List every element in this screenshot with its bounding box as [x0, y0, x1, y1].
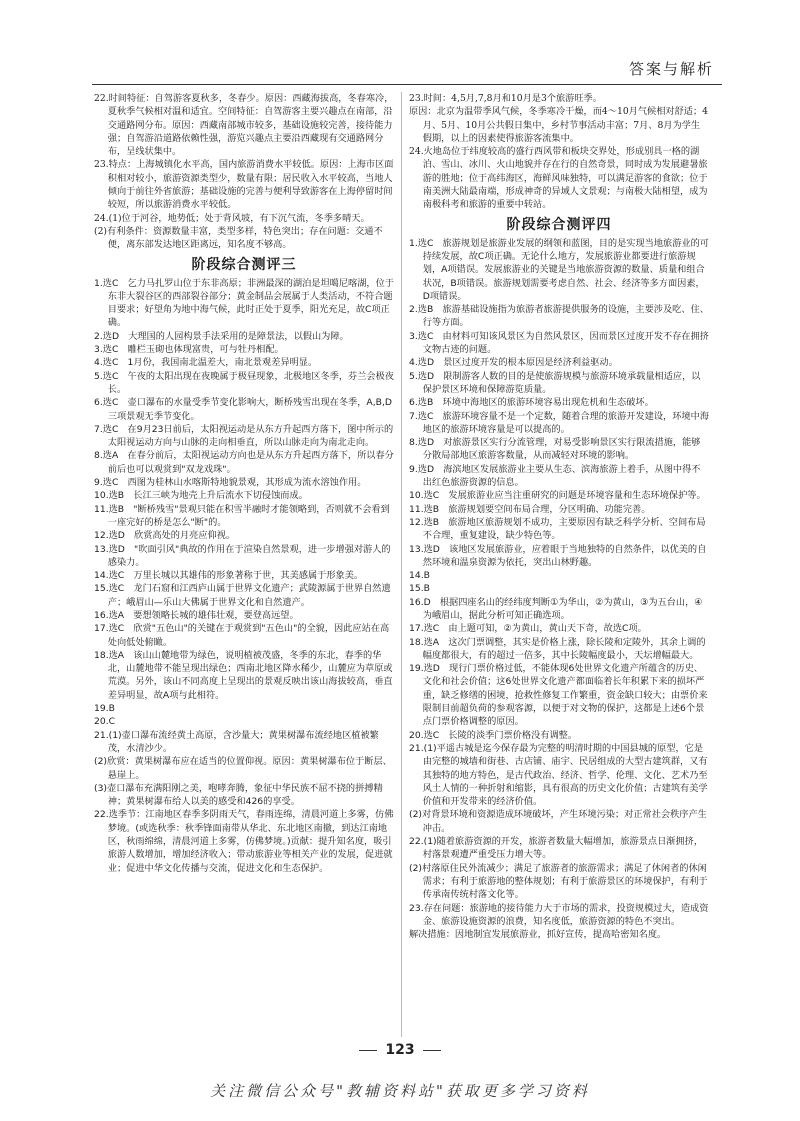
answer-item: 20.选C 长陵的淡季门票价格没有调整。 — [409, 729, 578, 741]
answer-item: 9.选C 西图为桂林山水喀斯特地貌景观，其形成为流水溶蚀作用。 — [94, 477, 367, 489]
answer-item: 19.选D 现行门票价格过低，不能体现6处世界文化遗产所蕴含的历史、文化和社会价值；这6处世界文化遗产都面临着长年积累下来的损坏严重，缺乏修缮的困境，抢救性修复工作繁重，资金缺口较大；由票价来限制目前超负荷的参观客源，以便于对文物的保护，这都是上述6个景点门票价格调整的原因。 — [409, 663, 708, 728]
answer-item: 22.选季节：江南地区春季多阴雨天气，春雨连绵，清晨河道上多雾，仿佛梦境。(或选秋季：秋季锋面南带从华北、东北地区南撤，到达江南地区，秋雨绵绵，清晨河道上多雾，仿佛梦境。)贡献：提升知名度，吸引旅游人数增加，增加经济收入；带动旅游业等相关产业的发展，促进就业；促进中华文化传播与交流，促进文化和生态保护。 — [94, 809, 394, 874]
answer-item: 6.选B 环境中海地区的旅游环境容易出现危机和生态破坏。 — [409, 397, 654, 409]
answer-item: 15.选C 龙门石窟和江西庐山属于世界文化遗产；武陵源属于世界自然遗产；峨眉山—乐山大佛属于世界文化和自然遗产。 — [94, 583, 391, 608]
answer-item: 21.(1)壶口瀑布流经黄土高原，含沙量大；黄果树瀑布流经地区植被繁茂，水清沙少。 — [94, 729, 379, 754]
answer-item: 14.B — [409, 570, 430, 582]
answer-item: 9.选D 海滨地区发展旅游业主要从生态、滨海旅游上着手，从图中得不出红色旅游资源的信息。 — [409, 463, 701, 489]
right-column — [409, 92, 709, 1037]
answer-item: 12.选D 欣赏高处的月亮应仰视。 — [94, 530, 236, 542]
answer-item: (2)村落原住民外流减少；满足了旅游者的旅游需求；满足了休闲者的休闲需求；有利于旅游地的整体规划；有利于旅游景区的环境保护，有利于传承南传统村落文化等。 — [409, 862, 708, 901]
answer-item: 23.时间：4,5月,7,8月和10月是3个旅游旺季。 — [409, 93, 602, 104]
answer-item: 18.选A 这次门票调整，其实是价格上涨，除长陵和定陵外，其余上调的幅度都很大，有的超过一倍多，其中长陵幅度最小，天坛增幅最大。 — [409, 636, 706, 661]
section-title-three: 阶段综合测评三 — [191, 256, 297, 273]
answer-item: (2)有利条件：资源数量丰富，类型多样，特色突出；存在问题：交通不便，离东部发达地区距离远，知名度不够高。 — [94, 225, 383, 251]
answer-item: 18.选A 该山山麓地带为绿色，说明植被茂盛，冬季的东北，春季的华北，山麓地带不能呈现出绿色；西南北地区降水稀少，山麓应为草原或荒漠。另外，该山不同高度上呈现出的景观反映出该山海拔较高，垂直差异明显，故A项与此相符。 — [94, 649, 393, 701]
answer-item: 14.选C 万里长城以其雄伟的形象著称于世，其美感属于形象美。 — [94, 570, 364, 582]
answer-item: 8.选A 在春分前后，太阳视运动方向也是从东方升起西方落下，所以春分前后也可以观赏到"双龙戏珠"。 — [94, 450, 394, 475]
right-top-items — [409, 92, 709, 212]
answer-item: 24.火地岛位于纬度较高的盛行西风带和板块交界处，形成别具一格的湖泊、雪山、冰川、火山地貌并存在行的自然奇景，同时成为发展避暑旅游的胜地；位于高纬海区，海鲜风味独特，可以满足游客的食欲；位于南美洲大陆最南端，形成神奇的异域人文景观；与南极大陆相望，成为南极科考和旅游的重要中转站。 — [409, 146, 708, 211]
answer-item: 7.选C 旅游环境容量不是一个定数，随着合理的旅游开发建设，环境中海地区的旅游环境容量是可以提高的。 — [409, 410, 709, 435]
answer-item: 15.B — [409, 583, 430, 595]
header-rule — [92, 84, 722, 85]
footer-note: 关注微信公众号"教辅资料站"获取更多学习资料 — [210, 1082, 590, 1100]
left-top-items — [94, 92, 394, 252]
section-title-four: 阶段综合测评四 — [506, 216, 612, 233]
page-number-text: 123 — [385, 1042, 415, 1058]
page-number — [0, 1042, 800, 1058]
answer-item: 24.(1)位于河谷，地势低；处于背风坡，有下沉气流，冬季多晴天。 — [94, 212, 370, 224]
section-four-items — [409, 237, 709, 942]
answer-item: 17.选C 欣赏"五色山"的关键在于观赏到"五色山"的全貌，因此应站在高处向低处俯瞰。 — [94, 623, 390, 648]
answer-item: 3.选C 雕栏玉砌也体现富贵，可与牡丹相配。 — [94, 344, 284, 356]
page-header — [0, 0, 800, 86]
page-number-dash-right — [423, 1050, 441, 1051]
answer-item: 17.选C 由上题可知，②为黄山，黄山天下奇，故选C项。 — [409, 623, 647, 635]
answer-item: 11.选B 旅游规划要空间布局合理，分区明确、功能完善。 — [409, 503, 651, 515]
answer-item: 16.D 根据四座名山的经纬度判断①为华山，②为黄山，③为五台山，④为峨眉山，据此分析可知正确选项。 — [409, 596, 703, 621]
answer-item: 1.选C 旅游规划是旅游业发展的纲领和蓝图，目的是实现当地旅游业的可持续发展，故C项正确。无论什么地方，发展旅游业都要进行旅游规划，A项错误。发展旅游业的关键是当地旅游资源的数量、质量和组合状况，B项错误。旅游规划需要考虑自然、社会、经济等多方面因素，D项错误。 — [409, 237, 709, 302]
answer-item: 13.选D 该地区发展旅游业，应着眼于当地独特的自然条件，以优美的自然环境和温泉资源为依托，突出山林野趣。 — [409, 543, 707, 568]
answer-item: 21.(1)平遥古城是迄今保存最为完整的明清时期的中国县城的原型，它是由完整的城墙和街巷、古店铺、庙宇、民居组成的大型古建筑群，又有其独特的地方特色，是古代政治、经济、哲学、伦理、文化、艺术乃至风土人情的一种折射和缩影，具有很高的历史文化价值；古建筑有美学价值和开发带来的经济价值。 — [409, 742, 708, 808]
answer-item: 22.时间特征：自驾游客夏秋多，冬春少。原因：西藏海拔高，冬春寒冷，夏秋季气候相对温和适宜。空间特征：自驾游客主要兴趣点在南部，沿交通路网分布。原因：西藏南部城市较多，基础设施较完善，接待能力强；自驾游沿道路依赖性强，游览兴趣点主要沿西藏现有交通路网分布，呈线状集中。 — [94, 93, 394, 158]
answer-item: 7.选C 在9月23日前后，太阳视运动是从东方升起西方落下，图中所示的太阳视运动方向与山脉的走向相垂直，所以山脉走向为南北走向。 — [94, 423, 394, 449]
answer-item: 1.选C 乞力马扎罗山位于东非高原；非洲最深的湖泊是坦噶尼喀湖，位于东非大裂谷区的西部裂谷部分；黄金制品会展属于人类活动，不符合题目要求；好望角为地中海气候，此时正处于夏季，阳光充足，故C项正确。 — [94, 277, 394, 329]
answer-item: 2.选B 旅游基础设施指为旅游者旅游提供服务的设施，主要涉及吃、住、行等方面。 — [409, 304, 709, 329]
answer-item: 4.选D 景区过度开发的根本原因是经济利益驱动。 — [409, 357, 618, 369]
answer-item: 4.选C 1月份，我国南北温差大，南北景观差异明显。 — [94, 357, 318, 369]
answer-item: 10.选B 长江三峡为地壳上升后流水下切侵蚀而成。 — [94, 490, 308, 502]
left-column — [94, 92, 394, 1037]
answer-item: 3.选C 由材料可知该风景区为自然风景区，因而景区过度开发不存在拥挤文物古迹的问题。 — [409, 330, 709, 356]
answer-item: 23.特点：上海城镇化水平高，国内旅游消费水平较低。原因：上海市区面积相对较小，旅游资源类型少，数量有限；居民收入水平较高，当地人倾向于前往外省旅游；基础设施的完善与便利导致游客在上海停留时间较短，所以旅游消费水平较低。 — [94, 159, 394, 211]
answer-item: 原因：北京为温带季风气候，冬季寒冷干燥，而4～10月气候相对舒适；4月、5月、10月公共假日集中，乡村节事活动丰富；7月、8月为学生假期，以上的因素使得旅游客流集中。 — [409, 106, 709, 144]
answer-item: 11.选B "断桥残雪"景观只能在积雪半融时才能领略到，否则就不会看到一座完好的桥是怎么"断"的。 — [94, 503, 390, 528]
answer-item: 12.选B 旅游地区旅游规划不成功，主要原因有缺乏科学分析、空间布局不合理，重复建设，缺少特色等。 — [409, 516, 706, 542]
answer-item: 解决措施：因地制宜发展旅游业，抓好宣传，提高哈密知名度。 — [409, 929, 667, 941]
header-title: 答案与解析 — [628, 60, 714, 78]
answer-item: 16.选A 要想领略长城的雄伟壮观，要登高远望。 — [94, 609, 299, 621]
answer-item: 5.选D 限制游客人数的目的是使旅游规模与旅游环境承载量相适应，以保护景区环境和保障游览质量。 — [409, 370, 701, 395]
answer-item: (3)壶口瀑布充满阳刚之美，咆哮奔腾，象征中华民族不屈不挠的拼搏精神；黄果树瀑布给人以美的感受和426的享受。 — [94, 782, 383, 808]
page-number-dash-left — [359, 1050, 377, 1051]
answer-item: 2.选D 大理国的人园构景手法采用的是障景法，以假山为障。 — [94, 330, 349, 342]
answer-item: 5.选C 午夜的太阳出现在夜晚属于极昼现象，北极地区冬季，芬兰会极夜长。 — [94, 370, 394, 395]
answer-item: (2)对背景环境和资源造成环境破坏，产生环境污染；对正常社会秩序产生冲击。 — [409, 809, 707, 834]
answer-item: (2)欣赏：黄果树瀑布应在适当的位置仰视。原因：黄果树瀑布位于断层、悬崖上。 — [94, 756, 392, 781]
answer-item: 20.C — [94, 716, 116, 728]
answer-item: 6.选C 壶口瀑布的水量受季节变化影响大，断桥残雪出现在冬季，A,B,D三项景观无季节变化。 — [94, 397, 392, 422]
answer-item: 19.B — [94, 703, 115, 715]
answer-item: 22.(1)随着旅游资源的开发，旅游者数量大幅增加，旅游景点日渐拥挤，村落景观遭严重受压力增大等。 — [409, 836, 704, 861]
section-three-items — [94, 277, 394, 875]
answer-item: 8.选D 对旅游景区实行分流管理，对易受影响景区实行限流措施，能够分散局部地区旅游客数量，从而减轻对环境的影响。 — [409, 437, 701, 462]
answer-item: 23.存在问题：旅游地的接待能力大于市场的需求，投资规模过大，造成资金、旅游设施资源的浪费，知名度低，旅游资源的特色不突出。 — [409, 902, 709, 927]
answer-item: 10.选C 发展旅游业应当注重研究的问题是环境容量和生态环境保护等。 — [409, 490, 706, 502]
answer-item: 13.选D "吹面引风"典故的作用在于渲染自然景观，进一步增强对游人的感染力。 — [94, 543, 391, 568]
column-divider — [401, 92, 402, 1037]
